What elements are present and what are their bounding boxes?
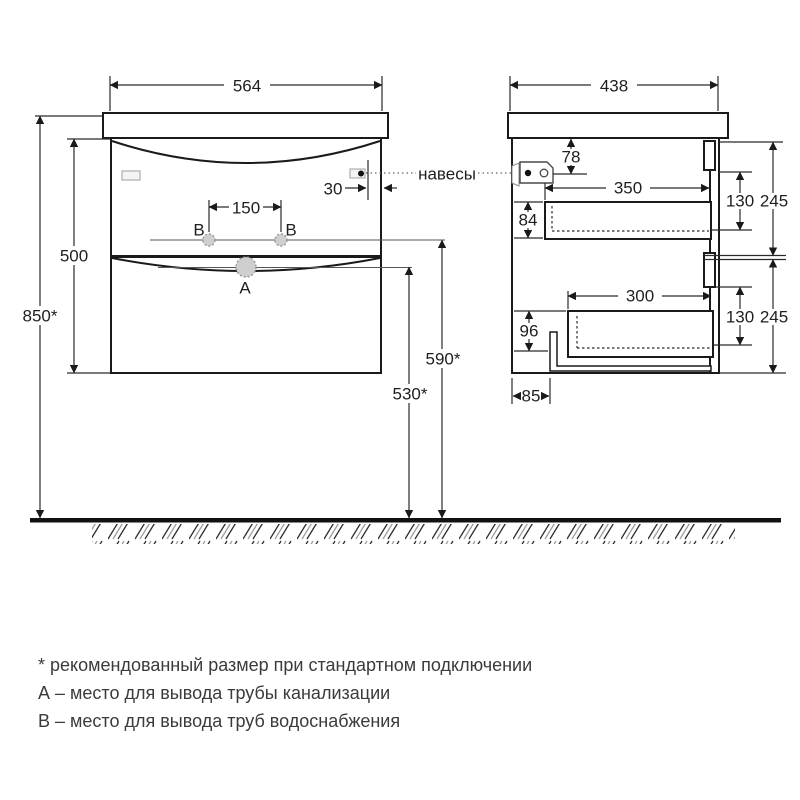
dim-bottom-front-height bbox=[757, 260, 790, 374]
side-view bbox=[508, 76, 790, 406]
right-extension-lines bbox=[711, 142, 789, 373]
dim-water-height bbox=[420, 240, 466, 518]
svg-text:150: 150 bbox=[231, 198, 261, 218]
dim-bottom-drawer-depth bbox=[568, 287, 711, 310]
svg-text:590*: 590* bbox=[425, 349, 461, 369]
svg-text:84: 84 bbox=[518, 210, 538, 230]
hole-b-left bbox=[203, 234, 215, 246]
svg-text:96: 96 bbox=[519, 321, 539, 341]
bottom-drawer-box bbox=[568, 311, 713, 357]
front-sink-curve bbox=[112, 141, 380, 163]
svg-text:850*: 850* bbox=[22, 306, 58, 326]
dim-top-drawer-height bbox=[514, 202, 543, 238]
svg-text:350: 350 bbox=[613, 178, 643, 198]
hinge-callout-label: навесы bbox=[418, 164, 476, 184]
svg-text:500: 500 bbox=[59, 246, 89, 266]
dim-back-clearance bbox=[512, 378, 550, 406]
dim-total-height bbox=[16, 116, 102, 518]
front-countertop bbox=[103, 113, 388, 138]
svg-text:245: 245 bbox=[759, 191, 789, 211]
note-water-location: В – место для вывода труб водоснабжения bbox=[38, 711, 401, 731]
svg-text:130: 130 bbox=[725, 307, 755, 327]
dim-depth bbox=[510, 76, 718, 111]
side-countertop bbox=[508, 113, 728, 138]
svg-text:300: 300 bbox=[625, 286, 655, 306]
dim-cabinet-height bbox=[52, 139, 110, 373]
note-drain-location: А – место для вывода трубы канализации bbox=[38, 683, 391, 703]
svg-text:30: 30 bbox=[323, 179, 343, 199]
note-recommended-size: * рекомендованный размер при стандартном подключении bbox=[38, 655, 533, 675]
hole-a bbox=[236, 257, 256, 277]
label-a: А bbox=[239, 278, 251, 298]
ground bbox=[30, 518, 781, 544]
side-bottom-drawer-handle bbox=[704, 253, 715, 287]
dim-bottom-drawer-height bbox=[514, 311, 566, 351]
svg-text:130: 130 bbox=[725, 191, 755, 211]
dim-drain-height bbox=[387, 267, 433, 518]
dim-top-front-height bbox=[757, 142, 790, 256]
svg-text:245: 245 bbox=[759, 307, 789, 327]
front-view bbox=[16, 76, 466, 518]
dim-bottom-inner-height bbox=[725, 287, 755, 345]
dim-hinge-drop bbox=[553, 139, 587, 174]
ground-hatch bbox=[92, 524, 735, 544]
dim-front-width bbox=[110, 76, 382, 111]
hinge-bracket-icon bbox=[512, 162, 553, 186]
top-drawer-box bbox=[545, 202, 711, 239]
svg-text:85: 85 bbox=[521, 386, 541, 406]
svg-text:438: 438 bbox=[599, 76, 629, 96]
svg-text:564: 564 bbox=[232, 76, 262, 96]
dim-top-drawer-depth bbox=[545, 179, 709, 201]
svg-text:78: 78 bbox=[561, 147, 581, 167]
dim-hinge-inset bbox=[324, 160, 397, 200]
svg-text:530*: 530* bbox=[392, 384, 428, 404]
dim-top-inner-height bbox=[725, 172, 755, 230]
hinge-callout bbox=[366, 165, 518, 184]
footnotes bbox=[38, 651, 532, 735]
label-b-right: В bbox=[285, 220, 297, 240]
ground-line bbox=[30, 518, 781, 523]
side-top-drawer-handle bbox=[704, 141, 715, 170]
hinge-left-icon bbox=[122, 171, 140, 180]
label-b-left: В bbox=[193, 220, 205, 240]
hinge-right-dot bbox=[358, 171, 364, 177]
dim-holes-spacing bbox=[209, 199, 281, 233]
